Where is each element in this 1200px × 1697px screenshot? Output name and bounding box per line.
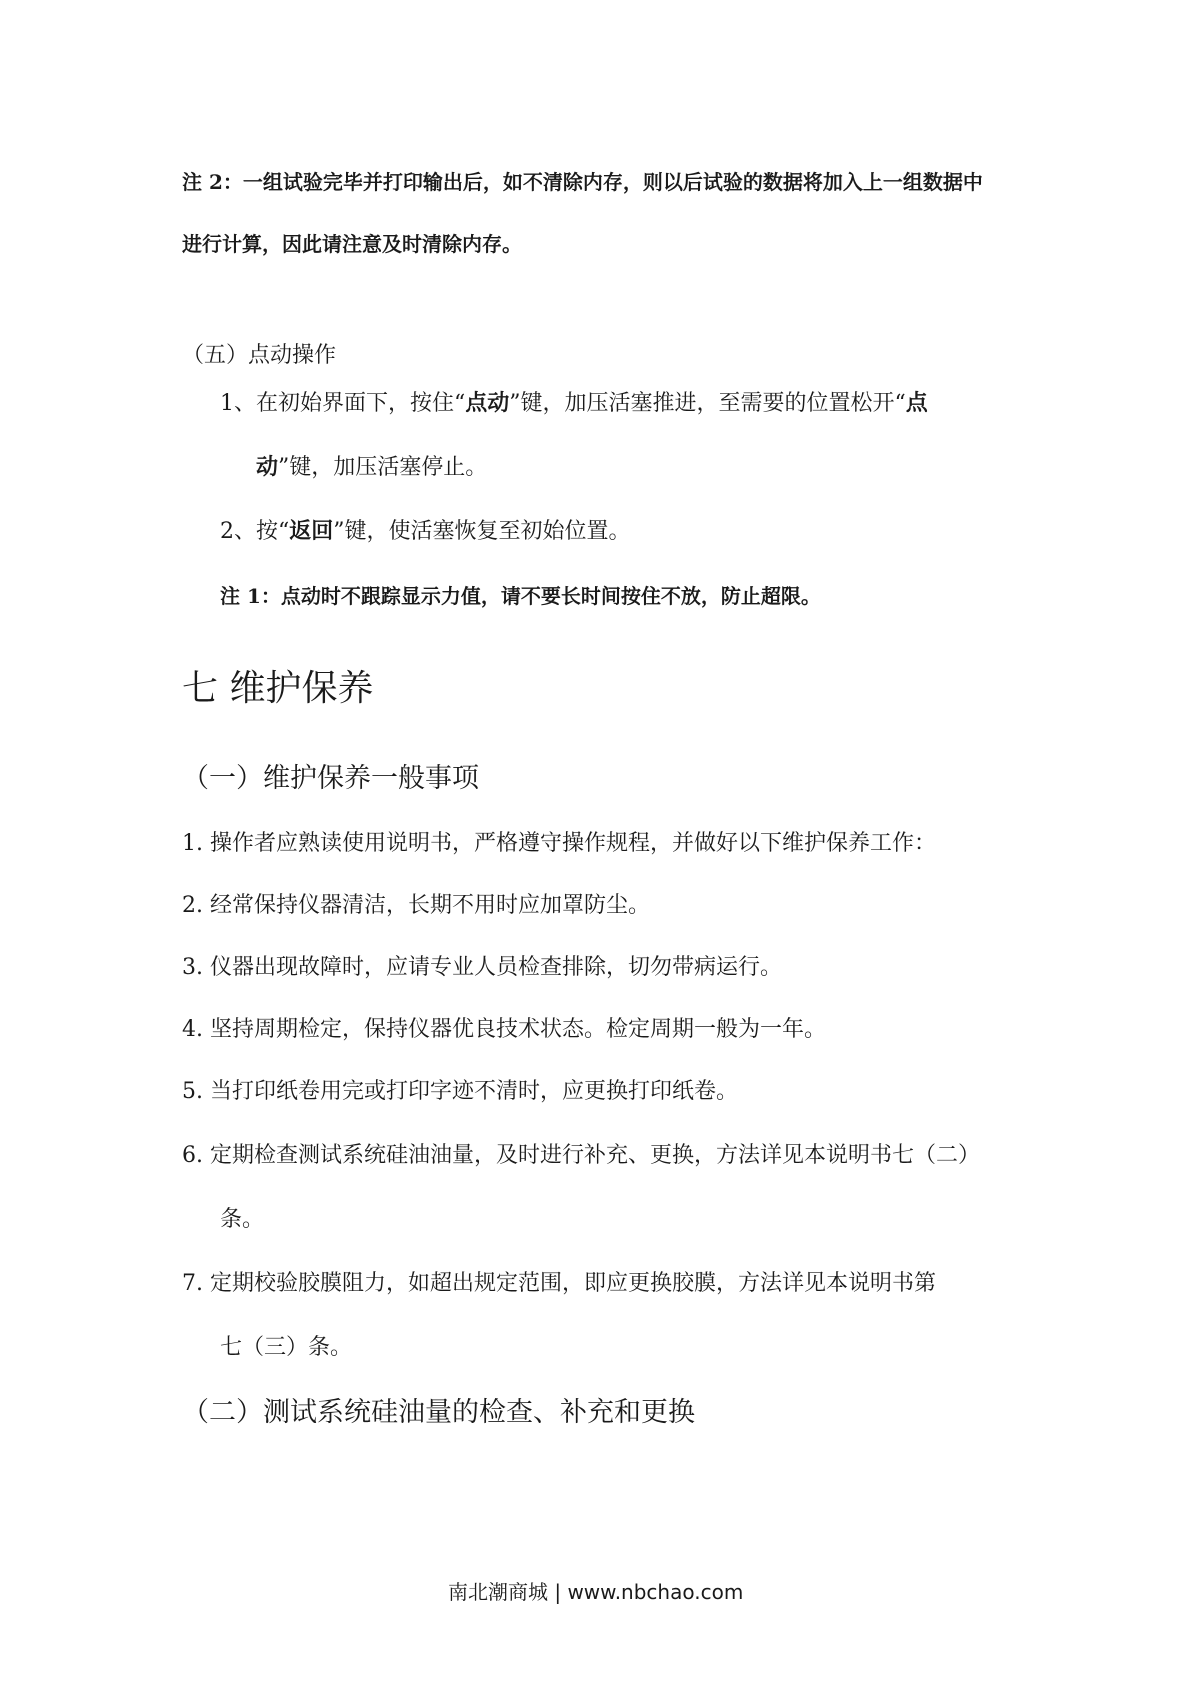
chapter7-sub1-title: （一）维护保养一般事项 — [182, 763, 479, 794]
chapter7-sub2-title: （二）测试系统硅油量的检查、补充和更换 — [182, 1397, 695, 1428]
chapter7-title: 七 维护保养 — [182, 668, 374, 709]
item1-key-dong: 动 — [256, 454, 279, 480]
section5-title: （五）点动操作 — [182, 343, 337, 368]
note2-line2: 进行计算，因此请注意及时清除内存。 — [182, 232, 522, 256]
item2-text-a: 2、按“ — [220, 519, 290, 544]
maintenance-item-2: 2. 经常保持仪器清洁，长期不用时应加罩防尘。 — [182, 893, 650, 918]
item2-text-c: ”键，使活塞恢复至初始位置。 — [333, 519, 631, 544]
item1-key-dian: 点 — [905, 390, 928, 416]
maintenance-item-4: 4. 坚持周期检定，保持仪器优良技术状态。检定周期一般为一年。 — [182, 1017, 826, 1042]
section5-item2 — [220, 514, 631, 545]
section5-item1-line2 — [256, 450, 487, 481]
maintenance-item-5: 5. 当打印纸卷用完或打印字迹不清时，应更换打印纸卷。 — [182, 1079, 738, 1104]
section5-item1-line1 — [220, 386, 928, 417]
maintenance-item-7-cont: 七（三）条。 — [220, 1335, 353, 1360]
note2-line1: 注 2：一组试验完毕并打印输出后，如不清除内存，则以后试验的数据将加入上一组数据中 — [182, 170, 983, 194]
footer-site-link[interactable]: 南北潮商城 | www.nbchao.com — [448, 1580, 744, 1604]
maintenance-item-6: 6. 定期检查测试系统硅油油量，及时进行补充、更换，方法详见本说明书七（二） — [182, 1143, 980, 1168]
maintenance-item-1: 1. 操作者应熟读使用说明书，严格遵守操作规程，并做好以下维护保养工作： — [182, 831, 936, 856]
item2-key-fan-hui: 返回 — [289, 518, 334, 544]
maintenance-item-3: 3. 仪器出现故障时，应请专业人员检查排除，切勿带病运行。 — [182, 955, 782, 980]
maintenance-item-7: 7. 定期校验胶膜阻力，如超出规定范围，即应更换胶膜，方法详见本说明书第 — [182, 1271, 936, 1296]
maintenance-item-6-cont: 条。 — [220, 1207, 265, 1232]
section5-note1: 注 1：点动时不跟踪显示力值，请不要长时间按住不放，防止超限。 — [220, 584, 821, 608]
item1-text-a: 1、在初始界面下，按住“ — [220, 391, 466, 416]
item1-key-dian-dong: 点动 — [465, 390, 510, 416]
item1-text-end: ”键，加压活塞停止。 — [278, 455, 488, 480]
item1-text-c: ”键，加压活塞推进，至需要的位置松开“ — [509, 391, 906, 416]
